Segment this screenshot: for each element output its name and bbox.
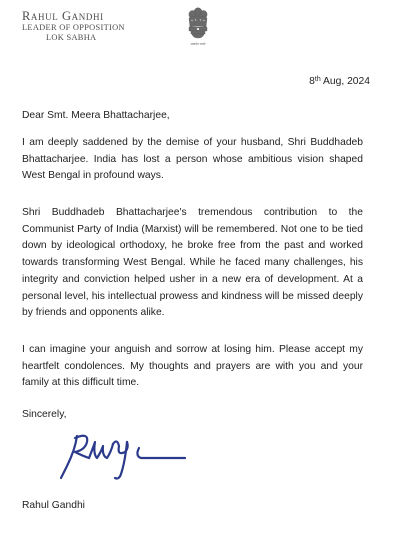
svg-text:सत्यमेव जयते: सत्यमेव जयते [190,42,206,46]
paragraph-2: Shri Buddhadeb Bhattacharjee's tremendous contribution to the Communist Party of India (Marxist) will be remembered. Not one to be tied down by ideological orthodoxy, he broke free from the past and worked towards transforming West Bengal. While he faced many challenges, his integrity and conviction helped usher in a new era of development. At a personal level, his intellectual prowess and kindness will be missed deeply by friends and opponents alike. [22,207,363,319]
sender-title-line2: LOK SABHA [46,33,97,42]
sender-title-line1: LEADER OF OPPOSITION [22,23,125,32]
salutation: Dear Smt. Meera Bhattacharjee, [22,110,170,121]
signer-name: Rahul Gandhi [22,500,85,511]
letter-date: 8th Aug, 2024 [309,76,370,87]
paragraph-1: I am deeply saddened by the demise of your husband, Shri Buddhadeb Bhattacharjee. India has lost a person whose ambitious vision shaped West Bengal in profound ways. [22,137,363,182]
sender-name: Rahul Gandhi [22,9,104,23]
closing: Sincerely, [22,409,67,420]
paragraph-3: I can imagine your anguish and sorrow at losing him. Please accept my heartfelt condolences. My thoughts and prayers are with you and your family at this difficult time. [22,344,363,389]
state-emblem-icon [186,7,210,47]
sender-block [22,9,152,43]
handwritten-signature [55,428,190,488]
